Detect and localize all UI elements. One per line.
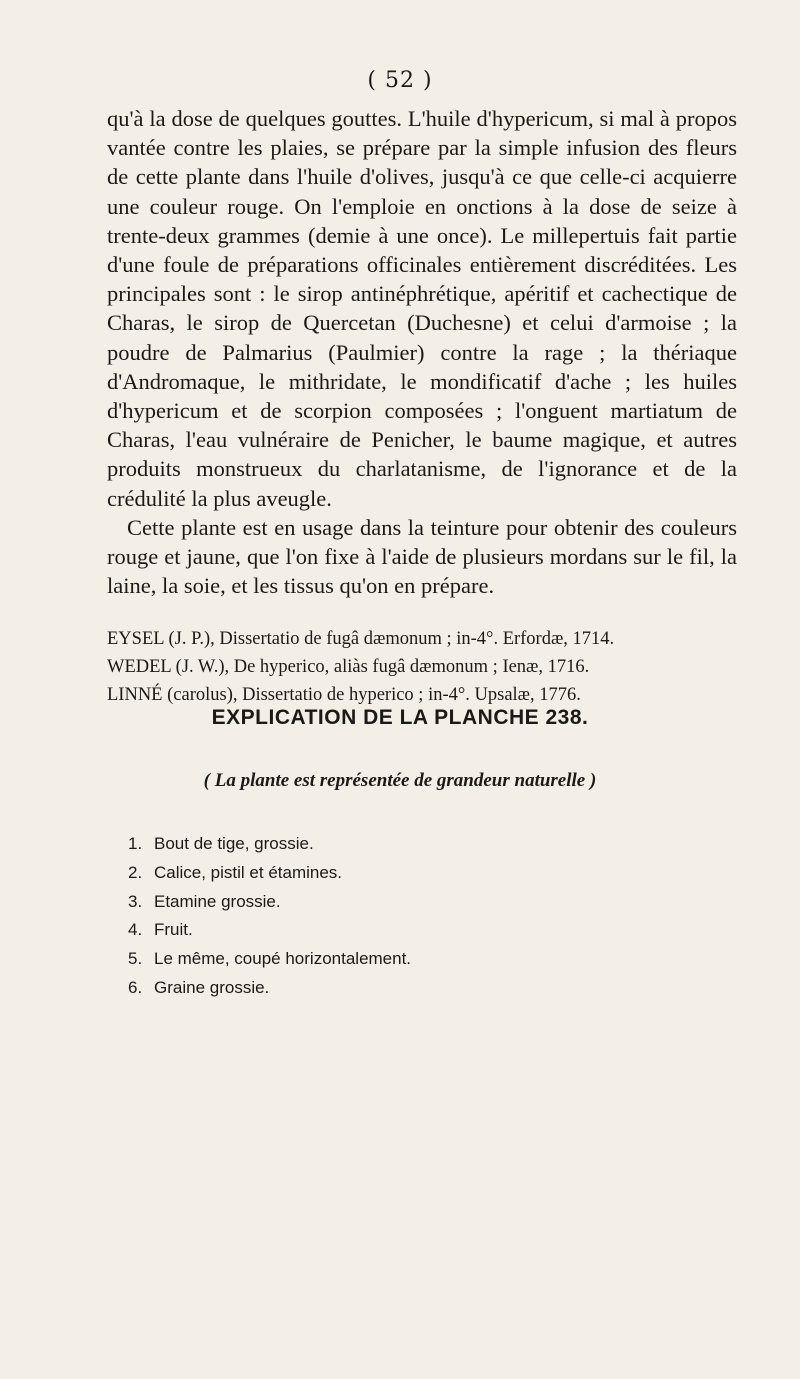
legend-item — [128, 916, 728, 945]
reference-item: LINNÉ (carolus), Dissertatio de hyperico ; in-4°. Upsalæ, 1776. — [107, 685, 581, 705]
legend-item — [128, 945, 728, 974]
legend-number: 5. — [128, 949, 143, 969]
body-text — [107, 104, 737, 600]
page-number: ( 52 ) — [367, 68, 433, 93]
legend-label: Graine grossie. — [154, 977, 270, 997]
legend-label: Le même, coupé horizontalement. — [154, 949, 412, 969]
legend-label: Calice, pistil et étamines. — [154, 862, 343, 882]
legend-number: 3. — [128, 891, 143, 911]
plate-heading: EXPLICATION DE LA PLANCHE 238. — [211, 706, 589, 729]
plate-subtitle: ( La plante est représentée de grandeur naturelle ) — [203, 770, 597, 791]
legend-label: Etamine grossie. — [154, 891, 281, 911]
reference-item: WEDEL (J. W.), De hyperico, aliàs fugâ dæmonum ; Ienæ, 1716. — [107, 657, 590, 677]
legend-number: 4. — [128, 920, 143, 940]
plate-legend — [128, 830, 728, 1003]
legend-number: 1. — [128, 834, 143, 853]
legend-item — [128, 974, 728, 1003]
legend-item — [128, 830, 728, 859]
paragraph-1: qu'à la dose de quelques gouttes. L'huile d'hypericum, si mal à propos vantée contre les plaies, se prépare par la simple infusion des fleurs de cette plante dans l'huile d'olives, jusqu'à ce que celle-ci acquierre une couleur rouge. On l'emploie en onctions à la dose de seize à trente-deux grammes (demie à une once). Le millepertuis fait partie d'une foule de préparations officinales entièrement discréditées. Les principales sont : le sirop antinéphrétique, apéritif et cachectique de Charas, le sirop de Quercetan (Duchesne) et celui d'armoise ; la poudre de Palmarius (Paulmier) contre la rage ; la thériaque d'Andromaque, le mithridate, le mondificatif d'ache ; les huiles d'hypericum et de scorpion composées ; l'onguent martiatum de Charas, l'eau vulnéraire de Penicher, le baume magique, et autres produits monstrueux du charlatanisme, de l'ignorance et de la crédulité la plus aveugle. — [107, 106, 737, 511]
legend-label: Bout de tige, grossie. — [154, 834, 314, 853]
legend-item — [128, 888, 728, 917]
legend-item — [128, 859, 728, 888]
paragraph-2: Cette plante est en usage dans la teinture pour obtenir des couleurs rouge et jaune, que l'on fixe à l'aide de plusieurs mordans sur le fil, la laine, la soie, et les tissus qu'on en prépare. — [107, 514, 737, 599]
reference-item: EYSEL (J. P.), Dissertatio de fugâ dæmonum ; in-4°. Erfordæ, 1714. — [107, 629, 615, 649]
legend-number: 2. — [128, 862, 143, 882]
legend-label: Fruit. — [154, 920, 193, 940]
legend-number: 6. — [128, 977, 143, 997]
references — [107, 625, 747, 709]
